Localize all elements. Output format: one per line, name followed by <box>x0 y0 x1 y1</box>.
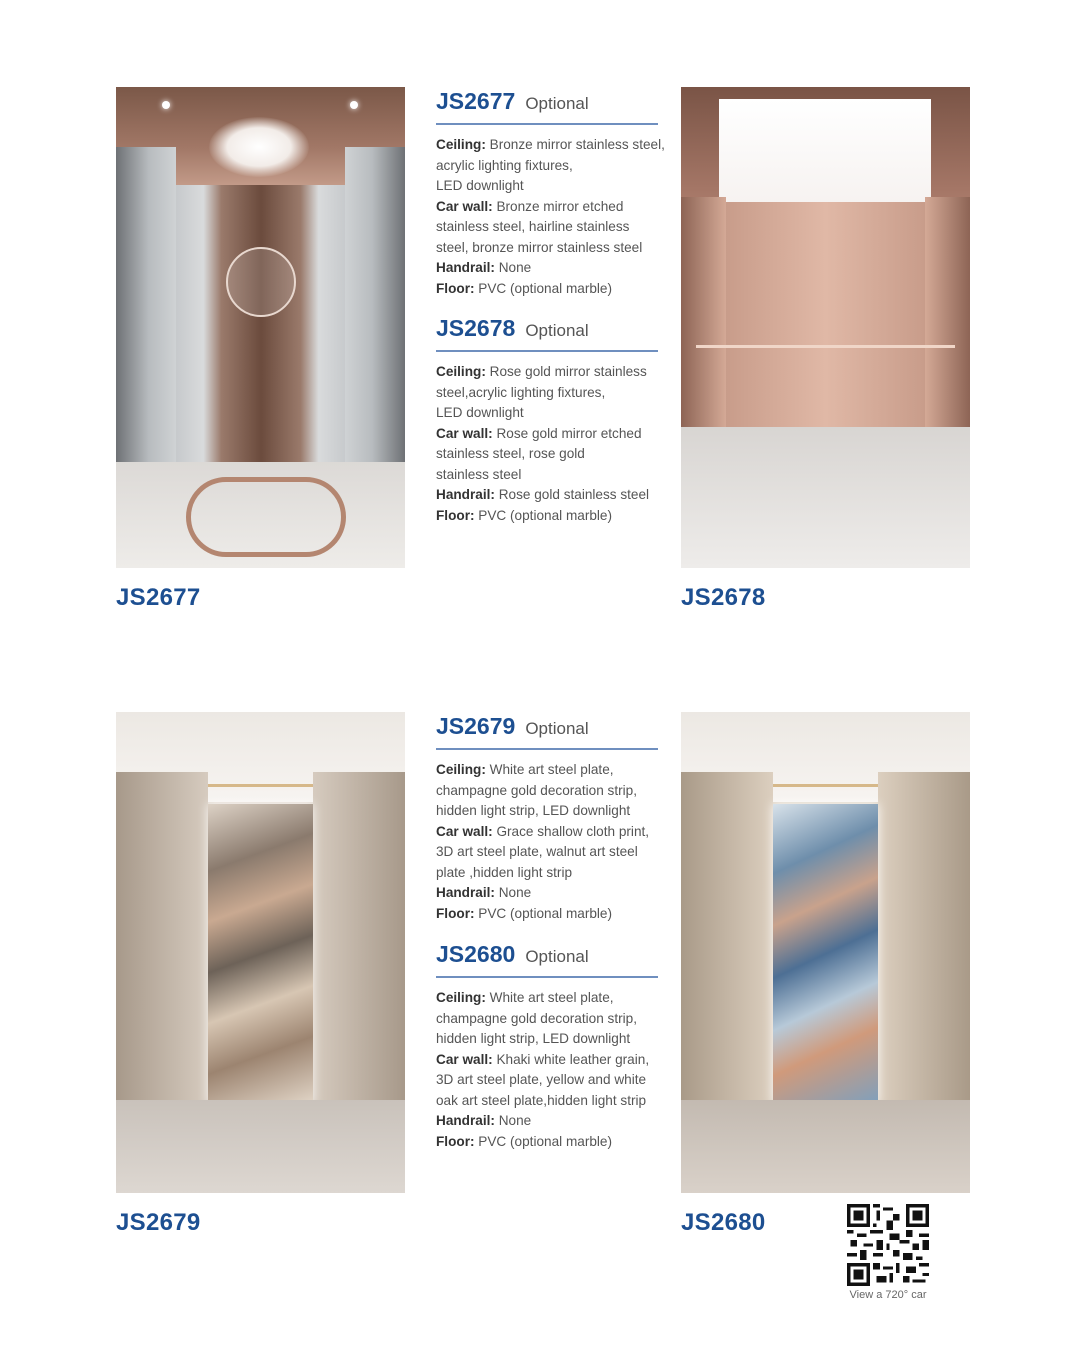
spec-block-js2677: JS2677 Optional Ceiling: Bronze mirror stainless steel, acrylic lighting fixtures, LED downlight Car wall: Bronze mirror etched stainless steel, hairline stainless steel, bronze mirror stainless steel Handrail: None Floor: PVC (optional marble) <box>436 88 665 296</box>
spec-block-js2678: JS2678 Optional Ceiling: Rose gold mirror stainless steel,acrylic lighting fixtures, LED downlight Car wall: Rose gold mirror etched stainless steel, rose gold stainless steel Handrail: Rose gold stainless steel Floor: PVC (optional marble) <box>436 315 676 526</box>
spec-optional: Optional <box>525 94 589 113</box>
spec-optional: Optional <box>525 719 589 738</box>
divider <box>436 976 658 978</box>
floor-pattern <box>186 477 346 557</box>
ceiling-medallion <box>209 117 309 177</box>
divider <box>436 748 658 750</box>
qr-code-icon[interactable] <box>847 1204 929 1286</box>
spec-code: JS2678 <box>436 315 516 341</box>
spec-code: JS2679 <box>436 713 516 739</box>
spec-optional: Optional <box>525 321 589 340</box>
spec-code: JS2680 <box>436 941 516 967</box>
spec-block-js2680: JS2680 Optional Ceiling: White art steel plate, champagne gold decoration strip, hidden light strip, LED downlight Car wall: Khaki white leather grain, 3D art steel plate, yellow and white oak art steel plate,hidden light strip Handrail: None Floor: PVC (optional marble) <box>436 941 676 1152</box>
divider <box>436 350 658 352</box>
handrail <box>696 345 955 348</box>
spec-optional: Optional <box>525 947 589 966</box>
marble-feature-wall <box>208 804 313 1104</box>
spec-block-js2679: JS2679 Optional Ceiling: White art steel plate, champagne gold decoration strip, hidden light strip, LED downlight Car wall: Grace shallow cloth print, 3D art steel plate, walnut art steel plate ,hidden light strip Handrail: None Floor: PVC (optional marble) <box>436 713 676 924</box>
wall-ring-ornament <box>226 247 296 317</box>
qr-caption: View a 720° car <box>849 1289 927 1301</box>
marble-feature-wall <box>773 804 878 1104</box>
ceiling-light-panel <box>719 99 931 207</box>
elevator-photo-js2680 <box>681 712 970 1193</box>
elevator-photo-js2678 <box>681 87 970 568</box>
elevator-photo-js2677 <box>116 87 405 568</box>
caption-js2678: JS2678 <box>681 584 766 611</box>
caption-js2677: JS2677 <box>116 584 201 611</box>
spec-code: JS2677 <box>436 88 516 114</box>
divider <box>436 123 658 125</box>
caption-js2679: JS2679 <box>116 1209 201 1236</box>
caption-js2680: JS2680 <box>681 1209 766 1236</box>
elevator-photo-js2679 <box>116 712 405 1193</box>
